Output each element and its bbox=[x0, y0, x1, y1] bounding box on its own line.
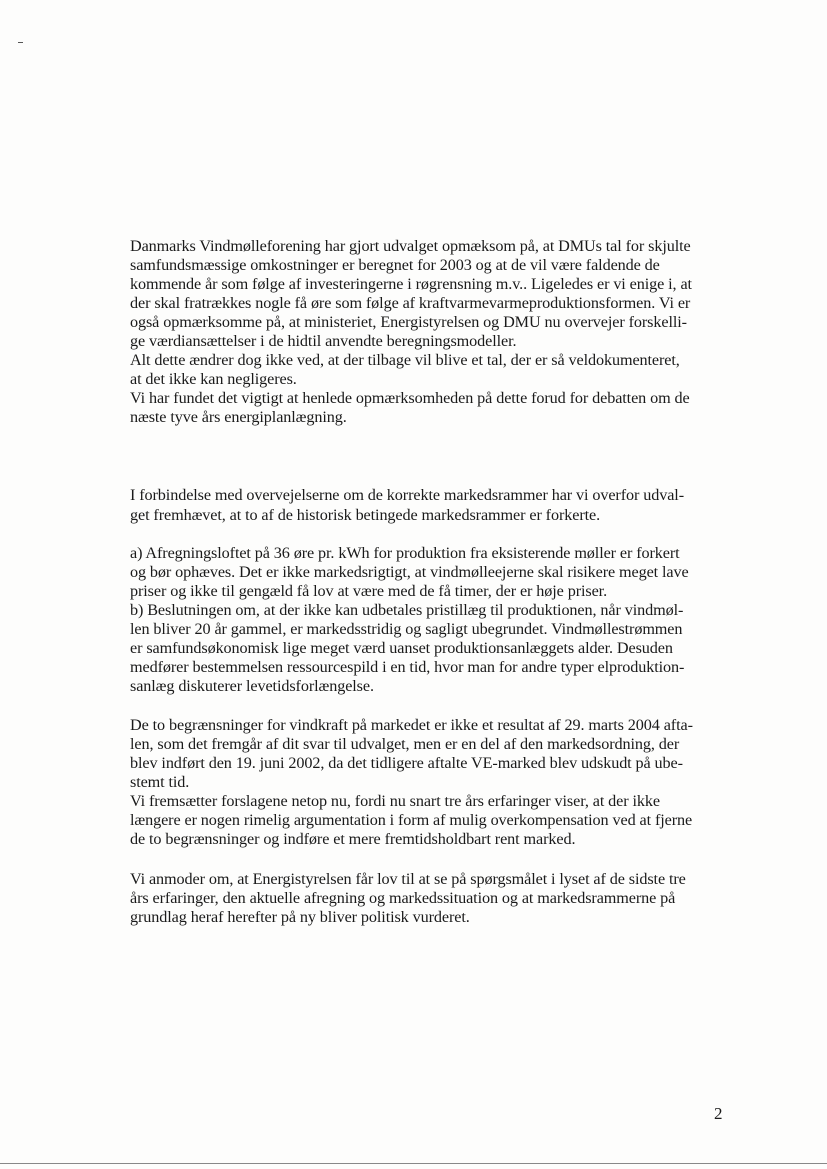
text-line: de to begrænsninger og indføre et mere fremtidsholdbart rent marked. bbox=[130, 830, 576, 848]
text-line: længere er nogen rimelig argumentation i form af mulig overkompensation ved at fjerne bbox=[130, 811, 693, 829]
text-line: blev indført den 19. juni 2002, da det tidligere aftalte VE-marked blev udskudt på ube- bbox=[130, 754, 683, 772]
text-line: len bliver 20 år gammel, er markedsstridig og sagligt ubegrundet. Vindmøllestrømmen bbox=[130, 620, 683, 638]
text-line: De to begrænsninger for vindkraft på markedet er ikke et resultat af 29. marts 2004 afta- bbox=[130, 716, 693, 734]
text-line: I forbindelse med overvejelserne om de korrekte markedsrammer har vi overfor udval- bbox=[130, 486, 684, 504]
text-line: Vi fremsætter forslagene netop nu, fordi nu snart tre års erfaringer viser, at der ikke bbox=[130, 792, 660, 810]
text-line: grundlag heraf herefter på ny bliver politisk vurderet. bbox=[130, 908, 470, 926]
text-line: og bør ophæves. Det er ikke markedsrigtigt, at vindmølleejerne skal risikere meget lave bbox=[130, 563, 689, 581]
text-line: også opmærksomme på, at ministeriet, Energistyrelsen og DMU nu overvejer forskelli- bbox=[130, 313, 687, 331]
text-line: at det ikke kan negligeres. bbox=[130, 370, 297, 388]
scan-edge-line bbox=[0, 1163, 827, 1164]
text-line: kommende år som følge af investeringerne i røgrensning m.v.. Ligeledes er vi enige i, at bbox=[130, 275, 692, 293]
text-line: næste tyve års energiplanlægning. bbox=[130, 408, 347, 426]
text-line: Danmarks Vindmølleforening har gjort udvalget opmæksom på, at DMUs tal for skjulte bbox=[130, 237, 691, 255]
text-line: sanlæg diskuterer levetidsforlængelse. bbox=[130, 677, 374, 695]
text-line: Vi anmoder om, at Energistyrelsen får lov til at se på spørgsmålet i lyset af de sidste tre bbox=[130, 870, 686, 888]
text-line: get fremhævet, at to af de historisk betingede markedsrammer er forkerte. bbox=[130, 506, 601, 524]
text-line: len, som det fremgår af dit svar til udvalget, men er en del af den markedsordning, der bbox=[130, 735, 680, 753]
text-line: års erfaringer, den aktuelle afregning og markedssituation og at markedsrammerne på bbox=[130, 889, 676, 907]
text-line: priser og ikke til gengæld få lov at være med de få timer, der er høje priser. bbox=[130, 582, 608, 600]
text-line: a) Afregningsloftet på 36 øre pr. kWh for produktion fra eksisterende møller er forkert bbox=[130, 544, 680, 562]
text-line: er samfundsøkonomisk lige meget værd uanset produktionsanlæggets alder. Desuden bbox=[130, 639, 673, 657]
text-line: b) Beslutningen om, at der ikke kan udbetales pristillæg til produktionen, når vindmøl- bbox=[130, 601, 684, 619]
text-line: Vi har fundet det vigtigt at henlede opmærksomheden på dette forud for debatten om de bbox=[130, 389, 690, 407]
text-line: samfundsmæssige omkostninger er beregnet for 2003 og at de vil være faldende de bbox=[130, 256, 660, 274]
text-line: medfører bestemmelsen ressourcespild i en tid, hvor man for andre typer elproduktion- bbox=[130, 658, 685, 676]
text-line: ge værdiansættelser i de hidtil anvendte beregningsmodeller. bbox=[130, 332, 517, 350]
text-line: Alt dette ændrer dog ikke ved, at der tilbage vil blive et tal, der er så veldokumenteret, bbox=[130, 351, 680, 369]
text-line: stemt tid. bbox=[130, 773, 190, 791]
scan-speck bbox=[18, 42, 23, 43]
text-line: der skal fratrækkes nogle få øre som følge af kraftvarmevarmeproduktionsformen. Vi er bbox=[130, 294, 691, 312]
page-number: 2 bbox=[714, 1104, 723, 1123]
